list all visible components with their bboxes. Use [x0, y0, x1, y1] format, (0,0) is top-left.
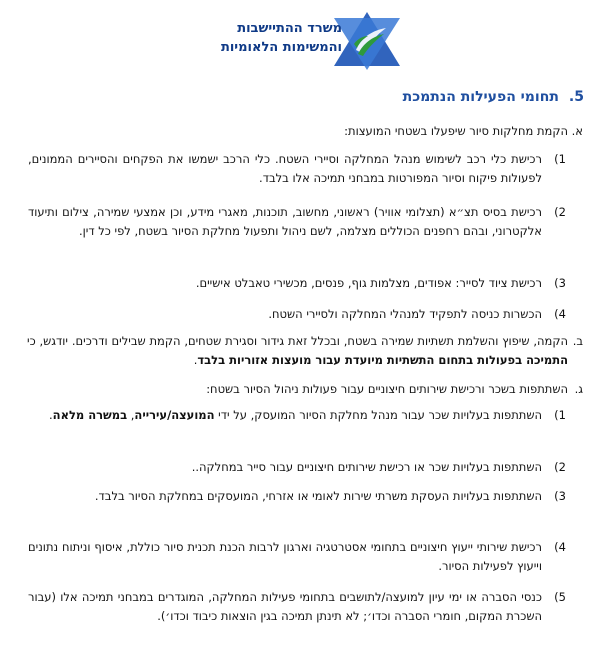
item-c-sub-4-number: 4) [554, 540, 566, 554]
item-c-sub-4 [28, 538, 566, 576]
item-a-sub-2-text: רכישת בסיס תצ״א (תצלומי אוויר) ראשוני, מחשוב, תוכנות, מאגרי מידע, וכן אמצעי שמירה, צילום ותיעוד אלקטרוני, ובהם רחפנים הכוללים מצלמה, לשם ניהול ותפעול מחלקת הסיור בשטח, לפי כל דין. [28, 205, 542, 238]
item-c-sub-1 [28, 406, 566, 425]
item-a-sub-4-number: 4) [554, 307, 566, 321]
logo-line-1: משרד ההתיישבות [237, 21, 342, 36]
item-c-sub-3-number: 3) [554, 489, 566, 503]
item-b-text [27, 332, 568, 370]
item-c [27, 380, 583, 399]
item-b-label: ב. [572, 334, 583, 348]
ministry-logo [212, 10, 412, 70]
item-c-sub-1-start: השתתפות בעלויות שכר עבור מנהל מחלקת הסיור המועסק, על ידי [214, 408, 542, 422]
item-c-sub-3 [28, 487, 566, 506]
section-heading [403, 89, 584, 105]
item-a-text: הקמת מחלקות סיור שיפעלו בשטחי המועצות: [344, 124, 568, 138]
item-a-sub-3-text: רכישת ציוד לסייר: אפודים, מצלמות גוף, פנסים, מכשירי טאבלט אישיים. [195, 276, 542, 290]
item-c-sub-5 [28, 588, 566, 626]
item-b-text-end: . [193, 353, 198, 367]
item-a-sub-4 [28, 305, 566, 324]
item-c-sub-1-bold-2: במשרה מלאה [52, 408, 128, 422]
item-c-sub-2-number: 2) [554, 460, 566, 474]
item-a-label: א. [571, 124, 583, 138]
item-b-text-start: הקמה, שיפוץ והשלמת תשתיות שמירה בשטח, ובכלל זאת גידור וסגירת שטחים, הקמת שבילים ודרכים. יודגש, כי [27, 334, 568, 348]
item-a-sub-1 [28, 150, 566, 188]
item-a [27, 122, 583, 141]
item-c-sub-2-text: השתתפות בעלויות שכר או רכישת שירותים חיצוניים עבור סייר במחלקה.. [191, 460, 542, 474]
logo-line-2: והמשימות הלאומיות [220, 40, 342, 55]
item-c-text: השתתפות בשכר ורכישת שירותים חיצוניים עבור פעולות ניהול הסיור בשטח: [206, 382, 568, 396]
section-number: 5. [568, 89, 584, 105]
item-c-sub-5-number: 5) [554, 590, 566, 604]
item-a-sub-1-text: רכישת כלי רכב לשימוש מנהל המחלקה וסיירי השטח. כלי הרכב ישמשו את הפקחים והסיירים הממונים, לפעולות פיקוח וסיור המפורטות במבחני תמיכה אלו בלבד. [28, 152, 542, 185]
item-a-sub-3 [28, 274, 566, 293]
section-title: תחומי הפעילות הנתמכת [402, 89, 559, 105]
item-a-sub-2-number: 2) [554, 205, 566, 219]
item-c-sub-1-end: . [49, 408, 53, 422]
item-b-emphasis: התמיכה בפעולות בתחום התשתיות מיועדת עבור מועצות אזוריות בלבד [197, 353, 568, 367]
item-a-sub-2 [28, 203, 566, 241]
item-c-sub-1-number: 1) [554, 408, 566, 422]
item-a-sub-4-text: הכשרות כניסה לתפקיד למנהלי המחלקה ולסיירי השטח. [268, 307, 542, 321]
item-a-sub-3-number: 3) [554, 276, 566, 290]
item-c-sub-3-text: השתתפות בעלויות העסקת משרתי שירות לאומי או אזרחי, המועסקים במחלקת הסיור בלבד. [94, 489, 542, 503]
item-b [27, 332, 583, 370]
item-c-sub-1-sep: , [127, 408, 135, 422]
item-c-sub-4-text: רכישת שירותי ייעוץ חיצוניים בתחומי אסטרטגיה וארגון לרבות הכנת תכנית סיור כוללת, איסוף וניתוח נתונים וייעוץ לפעילות הסיור. [28, 540, 542, 573]
item-a-sub-1-number: 1) [554, 152, 566, 166]
item-c-sub-1-bold-1: המועצה/עירייה [134, 408, 215, 422]
logo-text [212, 20, 342, 58]
item-c-sub-2 [28, 458, 566, 477]
item-c-sub-5-text: כנסי הסברה או ימי עיון למועצה/לתושבים בתחומי פעילות המחלקה, המוגדרים במבחני תמיכה אלו (עבור השכרת המקום, חומרי הסברה וכדו׳; לא תינתן תמיכה בגין הוצאות כיבוד וכדו׳). [28, 590, 542, 623]
item-c-label: ג. [574, 382, 583, 396]
item-c-sub-1-text [28, 406, 542, 425]
